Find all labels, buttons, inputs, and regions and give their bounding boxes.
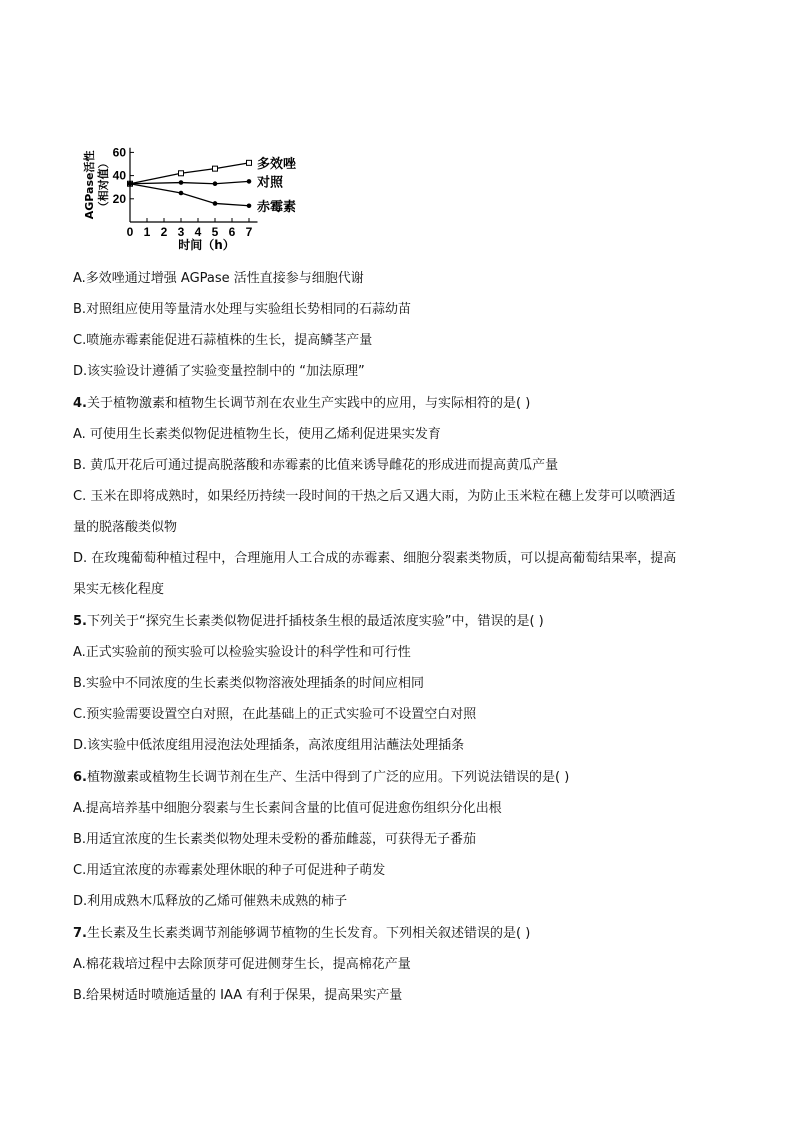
- y-tick-label: 60: [112, 145, 126, 160]
- answer-option: C. 玉米在即将成熟时，如果经历持续一段时间的干热之后又遇大雨，为防止玉米粒在穗上发芽可以喷洒适: [73, 489, 676, 504]
- answer-option: A. 可使用生长素类似物促进植物生长，使用乙烯利促进果实发育: [73, 427, 441, 442]
- data-point: [179, 191, 184, 196]
- series-line: [130, 181, 249, 183]
- y-axis-unit-label: （相对值）: [97, 157, 110, 213]
- answer-option: C.用适宜浓度的赤霉素处理休眠的种子可促进种子萌发: [73, 863, 386, 878]
- question-number: 7.: [73, 926, 87, 941]
- data-point: [247, 179, 252, 184]
- series-label: 对照: [257, 175, 284, 191]
- answer-option: D. 在玫瑰葡萄种植过程中，合理施用人工合成的赤霉素、细胞分裂素类物质，可以提高葡萄结果率，提高: [73, 551, 677, 566]
- data-point: [247, 160, 252, 165]
- answer-option: C.预实验需要设置空白对照，在此基础上的正式实验可不设置空白对照: [73, 707, 477, 722]
- question-number: 4.: [73, 396, 87, 411]
- series-line: [130, 163, 249, 184]
- y-tick-label: 20: [112, 191, 126, 206]
- x-tick-label: 4: [194, 225, 202, 239]
- question-stem: [73, 614, 544, 630]
- x-tick-label: 3: [177, 225, 185, 239]
- question-text: 关于植物激素和植物生长调节剂在农业生产实践中的应用，与实际相符的是( ): [86, 396, 531, 411]
- question-number: 5.: [73, 614, 87, 629]
- question-stem: [73, 770, 569, 786]
- answer-option: B.给果树适时喷施适量的 IAA 有利于保果，提高果实产量: [73, 988, 403, 1003]
- x-tick-label: 0: [126, 225, 134, 239]
- answer-option: D.该实验中低浓度组用浸泡法处理插条，高浓度组用沾蘸法处理插条: [73, 738, 465, 753]
- question-stem: [73, 396, 530, 412]
- x-tick-label: 6: [228, 225, 236, 239]
- x-tick-label: 1: [143, 225, 151, 239]
- data-point: [179, 180, 184, 185]
- data-point: [179, 171, 184, 176]
- x-tick-label: 5: [211, 225, 219, 239]
- series-label: 赤霉素: [257, 199, 297, 215]
- data-point: [213, 201, 218, 206]
- answer-option: A.正式实验前的预实验可以检验实验设计的科学性和可行性: [73, 645, 411, 660]
- x-axis-label: 时间（h）: [178, 238, 235, 252]
- answer-option: B.实验中不同浓度的生长素类似物溶液处理插条的时间应相同: [73, 676, 425, 691]
- x-tick-label: 7: [245, 225, 253, 239]
- agpase-line-chart: [78, 112, 318, 252]
- answer-option: A.多效唑通过增强 AGPase 活性直接参与细胞代谢: [73, 271, 364, 286]
- answer-option: C.喷施赤霉素能促进石蒜植株的生长，提高鳞茎产量: [73, 333, 373, 348]
- answer-option: 果实无核化程度: [73, 582, 165, 597]
- x-tick-label: 2: [160, 225, 168, 239]
- series-line: [130, 184, 249, 206]
- answer-option: D.利用成熟木瓜释放的乙烯可催熟未成熟的柿子: [73, 894, 348, 909]
- question-number: 6.: [73, 770, 87, 785]
- question-text: 生长素及生长素类调节剂能够调节植物的生长发育。下列相关叙述错误的是( ): [86, 926, 531, 941]
- answer-option: 量的脱落酸类似物: [73, 520, 178, 535]
- answer-option: B.对照组应使用等量清水处理与实验组长势相同的石蒜幼苗: [73, 302, 412, 317]
- data-point: [128, 181, 133, 186]
- y-axis-label: AGPase活性: [83, 150, 96, 220]
- data-point: [213, 181, 218, 186]
- answer-option: D.该实验设计遵循了实验变量控制中的 “加法原理”: [73, 364, 365, 379]
- answer-option: A.提高培养基中细胞分裂素与生长素间含量的比值可促进愈伤组织分化出根: [73, 801, 502, 816]
- data-point: [213, 166, 218, 171]
- question-text: 下列关于“探究生长素类似物促进扦插枝条生根的最适浓度实验”中，错误的是( ): [86, 614, 544, 629]
- series-label: 多效唑: [257, 156, 297, 172]
- data-point: [247, 203, 252, 208]
- answer-option: B. 黄瓜开花后可通过提高脱落酸和赤霉素的比值来诱导雌花的形成进而提高黄瓜产量: [73, 458, 559, 473]
- question-stem: [73, 926, 530, 942]
- answer-option: B.用适宜浓度的生长素类似物处理未受粉的番茄雌蕊，可获得无子番茄: [73, 832, 477, 847]
- answer-option: A.棉花栽培过程中去除顶芽可促进侧芽生长，提高棉花产量: [73, 957, 411, 972]
- question-text: 植物激素或植物生长调节剂在生产、生活中得到了广泛的应用。下列说法错误的是( ): [86, 770, 570, 785]
- y-tick-label: 40: [112, 168, 126, 183]
